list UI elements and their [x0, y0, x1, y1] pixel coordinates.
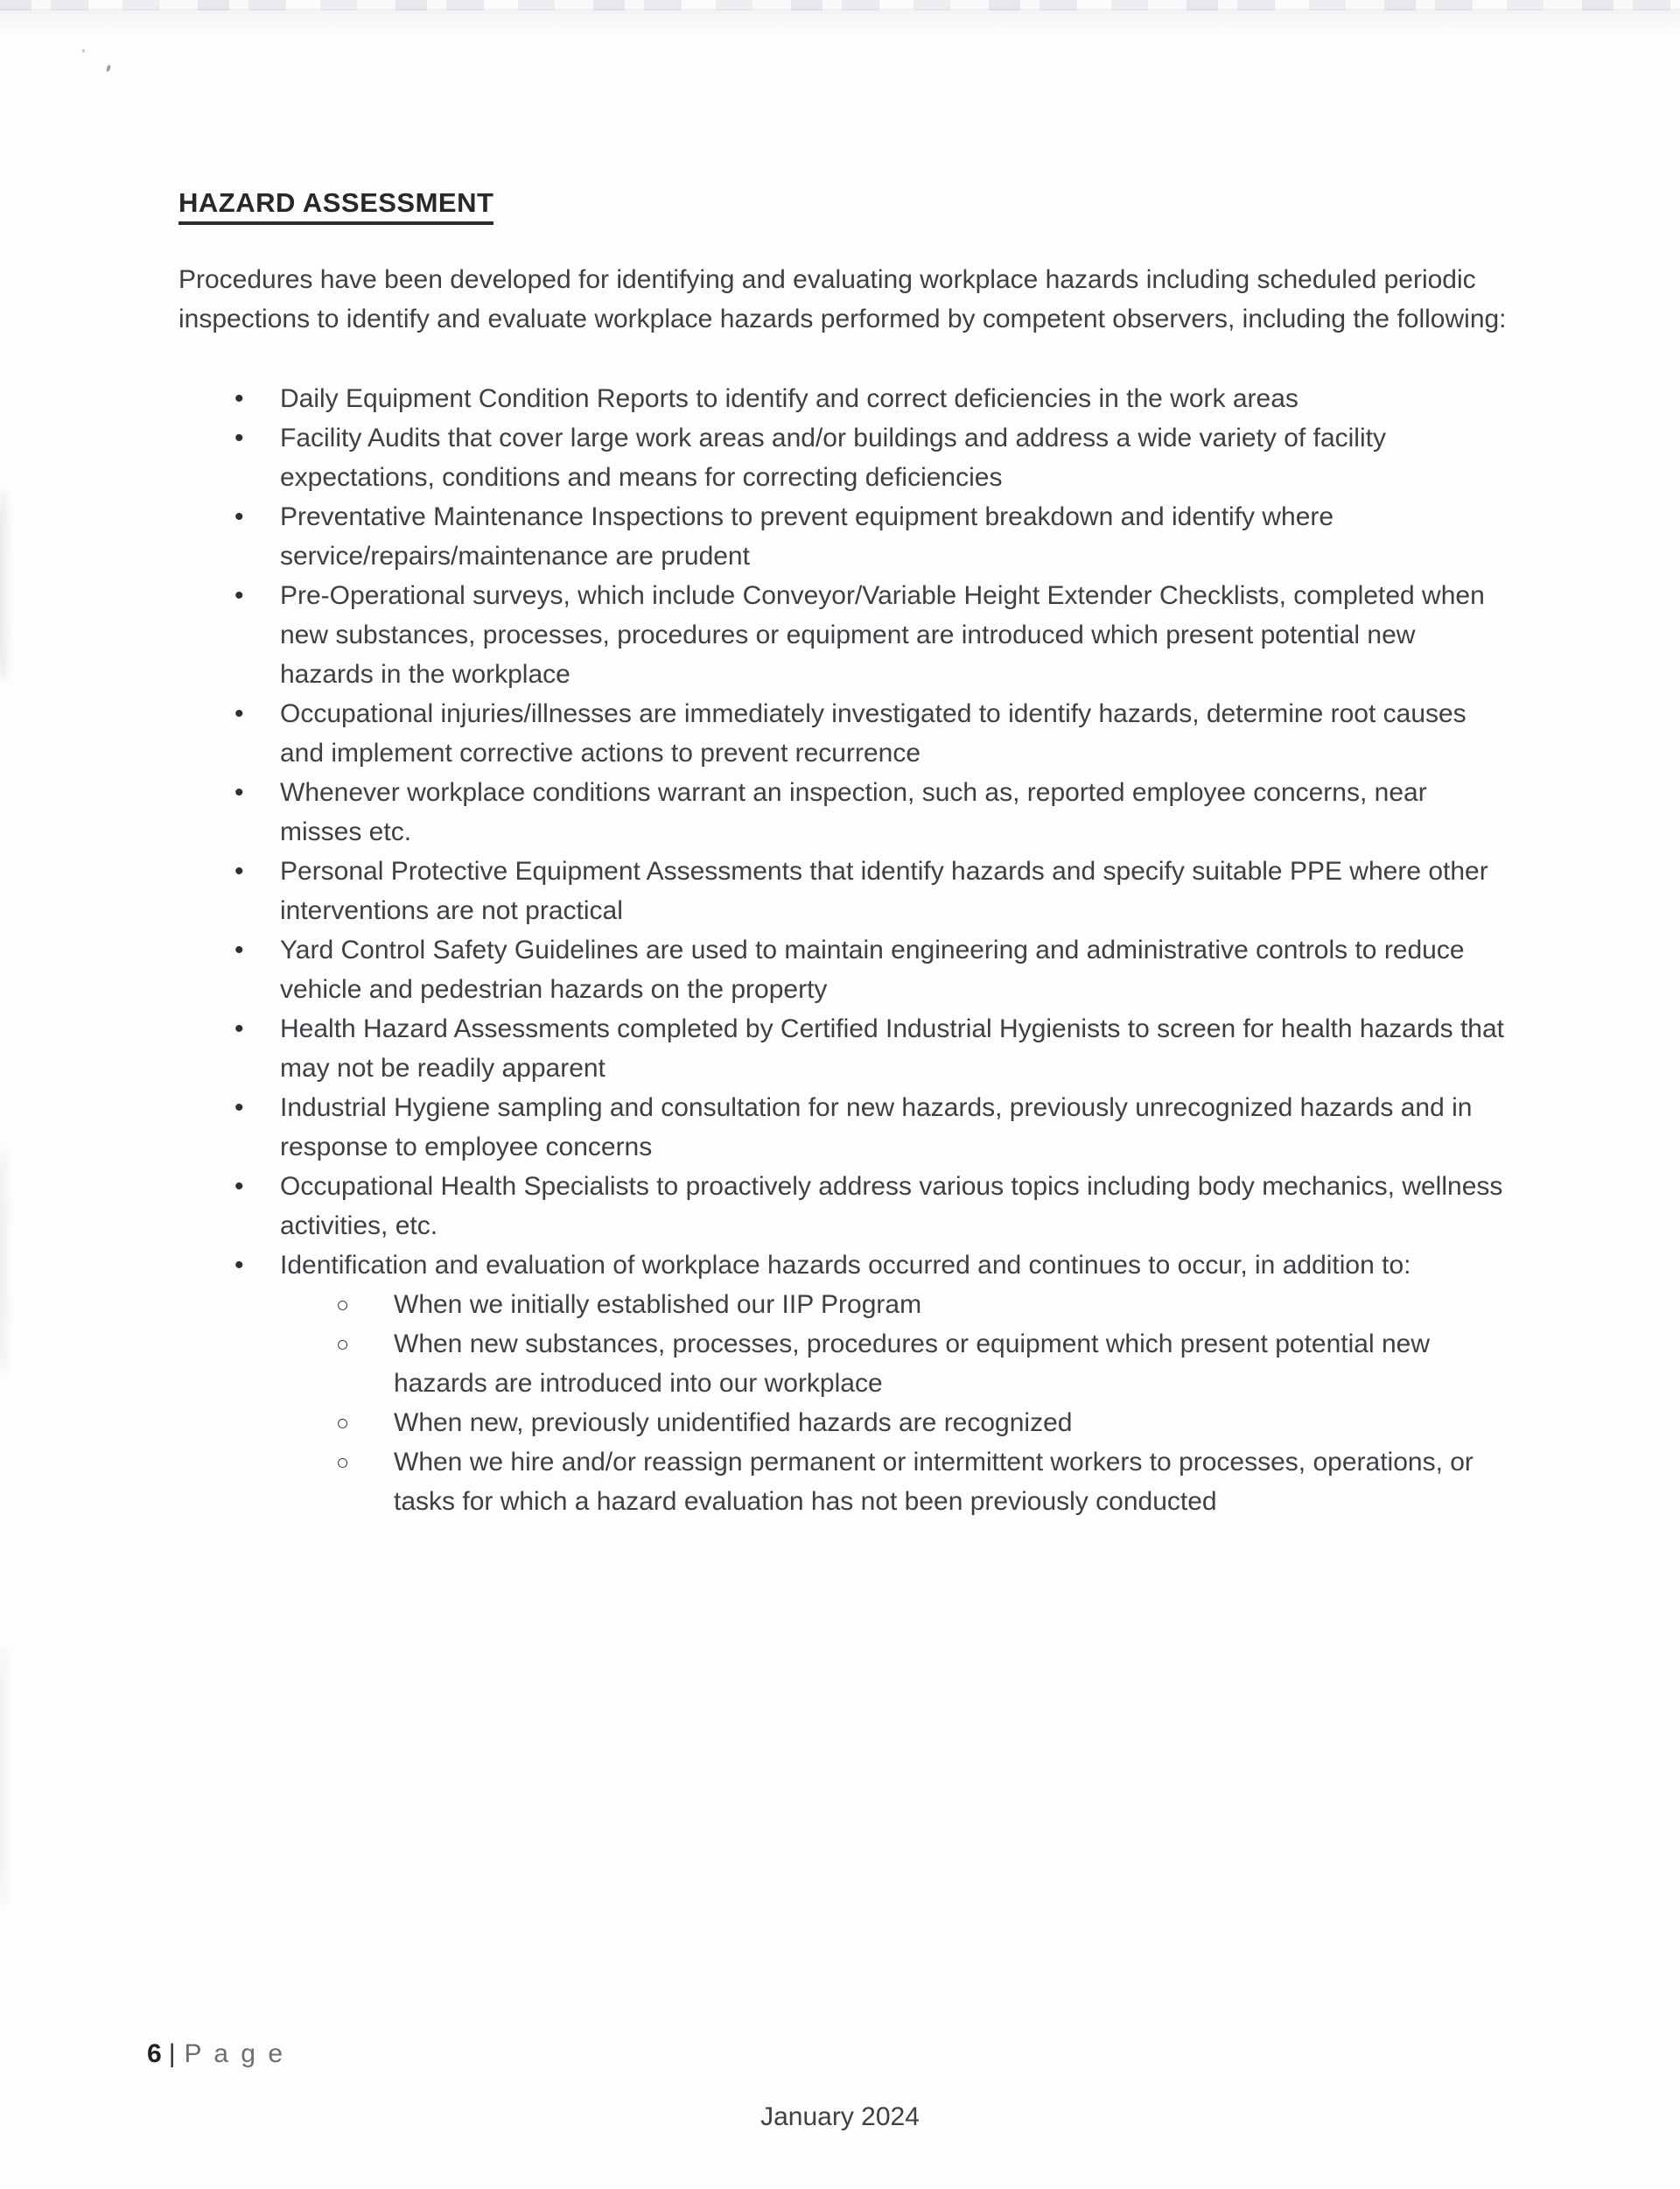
intro-paragraph: Procedures have been developed for identifying and evaluating workplace hazards including scheduled periodic inspections to identify and evaluate workplace hazards performed by competent observers, including the following: — [178, 265, 1507, 333]
page-number: 6 — [147, 2039, 162, 2068]
sub-bullet-list — [280, 1285, 1510, 1521]
scan-speck — [82, 49, 85, 53]
sub-bullet-item: ○ When new, previously unidentified hazards are recognized — [280, 1403, 1510, 1442]
bullet-item: • Pre-Operational surveys, which include Conveyor/Variable Height Extender Checklists, completed when new substances, processes, procedures or equipment are introduced which present potential new hazards in the workplace — [178, 576, 1510, 694]
bullet-item: • Health Hazard Assessments completed by Certified Industrial Hygienists to screen for health hazards that may not be readily apparent — [178, 1009, 1510, 1088]
footer-separator: | — [168, 2039, 176, 2068]
footer-page-word: P a g e — [184, 2039, 286, 2068]
scan-speck — [106, 65, 111, 73]
page-title: HAZARD ASSESSMENT — [178, 187, 494, 225]
bullet-item: • Personal Protective Equipment Assessments that identify hazards and specify suitable PPE where other interventions are not practical — [178, 852, 1510, 930]
scan-smudge — [0, 490, 12, 683]
sub-bullet-item: ○ When new substances, processes, procedures or equipment which present potential new hazards are introduced into our workplace — [280, 1324, 1510, 1403]
page-number-footer — [147, 2038, 285, 2071]
bullet-item: • Occupational Health Specialists to proactively address various topics including body mechanics, wellness activities, etc. — [178, 1167, 1510, 1245]
bullet-item: • Whenever workplace conditions warrant an inspection, such as, reported employee concerns, near misses etc. — [178, 773, 1510, 852]
bullet-item: • Facility Audits that cover large work areas and/or buildings and address a wide variety of facility expectations, conditions and means for correcting deficiencies — [178, 418, 1510, 497]
sub-bullet-item: ○ When we initially established our IIP Program — [280, 1285, 1510, 1324]
bullet-item: • Preventative Maintenance Inspections to prevent equipment breakdown and identify where service/repairs/maintenance are prudent — [178, 497, 1510, 576]
bullet-item: • Yard Control Safety Guidelines are used to maintain engineering and administrative controls to reduce vehicle and pedestrian hazards on the property — [178, 930, 1510, 1009]
scan-smudge — [0, 1147, 12, 1374]
bullet-item: • Industrial Hygiene sampling and consultation for new hazards, previously unrecognized hazards and in response to employee concerns — [178, 1088, 1510, 1167]
bullet-item — [178, 1245, 1510, 1521]
bullet-item: • Daily Equipment Condition Reports to identify and correct deficiencies in the work areas — [178, 379, 1510, 418]
sub-bullet-item: ○ When we hire and/or reassign permanent or intermittent workers to processes, operations, or tasks for which a hazard evaluation has not been previously conducted — [280, 1442, 1510, 1521]
bullet-item-text: Identification and evaluation of workplace hazards occurred and continues to occur, in addition to: — [280, 1251, 1411, 1280]
hazard-bullet-list — [178, 379, 1510, 1521]
footer-date: January 2024 — [760, 2102, 920, 2131]
document-body — [178, 184, 1510, 1521]
scan-smudge — [0, 1645, 12, 1908]
bullet-item: • Occupational injuries/illnesses are immediately investigated to identify hazards, determine root causes and implement corrective actions to prevent recurrence — [178, 694, 1510, 773]
scan-artifact-top-haze — [0, 9, 1680, 35]
